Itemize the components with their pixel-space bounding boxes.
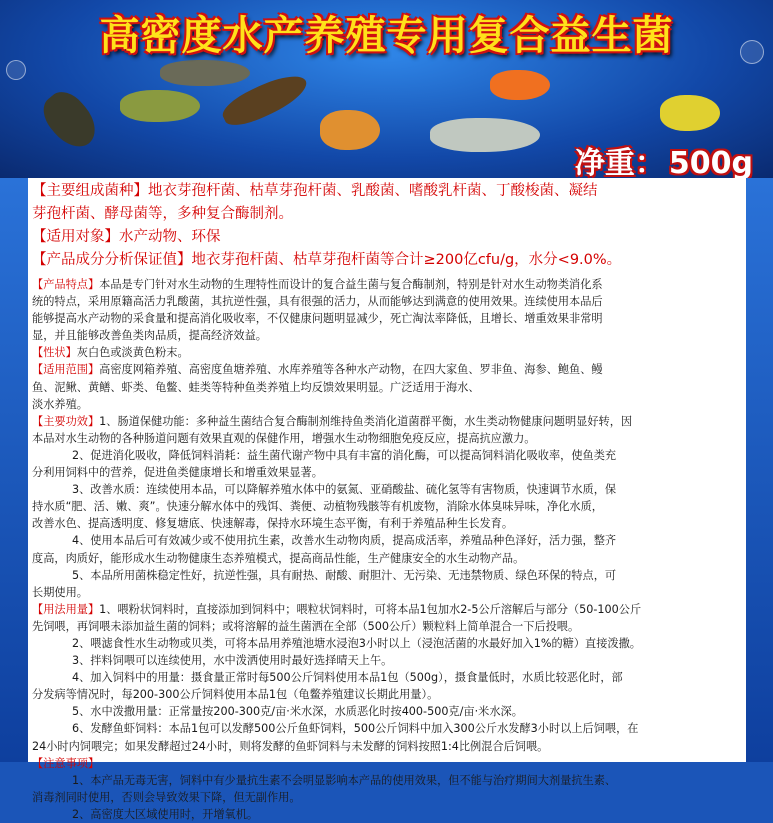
scope-line: 鱼、泥鳅、黄鳝、虾类、龟鳖、蛙类等特种鱼类养殖上均反馈效果明显。广泛适用于海水、 — [32, 380, 480, 394]
fish-illustration — [430, 118, 540, 152]
effects-text: 5、本品所用菌株稳定性好，抗逆性强，具有耐热、耐酸、耐胆汁、无污染、无违禁物质、绿色环保的特点，可 — [72, 568, 617, 582]
effects-line — [32, 447, 772, 464]
scope-text: 高密度网箱养殖、高密度鱼塘养殖、水库养殖等各种水产动物，在四大家鱼、罗非鱼、海参、鲍鱼、鳗 — [99, 363, 603, 377]
features-line: 显，并且能够改善鱼类肉品质，提高经济效益。 — [32, 329, 267, 343]
target-heading: 【适用对象】 — [32, 229, 119, 245]
net-weight — [575, 138, 753, 178]
product-banner — [0, 0, 773, 178]
effects-line — [32, 532, 772, 549]
effects-line: 度高，肉质好，能形成水生动物健康生态养殖模式，提高商品性能，生产健康安全的水生动物产品。 — [32, 551, 525, 565]
scope-line: 淡水养殖。 — [32, 397, 88, 411]
features-line: 统的特点，采用原籍高活力乳酸菌，其抗逆性强，具有很强的活力，从而能够达到满意的使用效果。连续使用本品后 — [32, 295, 603, 309]
ingredients-line: 芽孢杆菌、酵母菌等，多种复合酶制剂。 — [32, 206, 293, 222]
fish-illustration — [120, 90, 200, 122]
effects-heading: 【主要功效】 — [32, 414, 100, 428]
left-border — [0, 178, 28, 762]
bubble-decoration — [6, 60, 26, 80]
notes-line — [32, 806, 772, 823]
traits-heading: 【性状】 — [32, 346, 77, 360]
fish-illustration — [35, 84, 104, 156]
usage-line — [32, 652, 772, 669]
notes-line: 消毒剂同时使用，否则会导致效果下降，但无副作用。 — [32, 790, 301, 804]
effects-text: 4、使用本品后可有效减少或不使用抗生素，改善水生动物肉质，提高成活率，养殖品种色泽好，活力强，整齐 — [72, 534, 617, 548]
traits-line — [32, 344, 772, 361]
guarantee-line — [32, 249, 772, 272]
page-title: 高密度水产养殖专用复合益生菌 — [99, 13, 674, 59]
effects-line — [32, 567, 772, 584]
scope-heading: 【适用范围】 — [32, 363, 100, 377]
effects-line: 改善水色、提高透明度、修复塘底、快速解毒，保持水环境生态平衡，有利于养殖品种生长发育。 — [32, 517, 514, 531]
notes-text: 2、高密度大区域使用时，开增氧机。 — [72, 807, 259, 821]
effects-line: 分利用饲料中的营养，促进鱼类健康增长和增重效果显著。 — [32, 466, 323, 480]
usage-text: 5、水中泼撒用量：正常量按200-300克/亩·米水深，水质恶化时按400-500克/亩·米水深。 — [72, 705, 523, 719]
notes-heading: 【注意事项】 — [32, 756, 100, 770]
guarantee-heading: 【产品成分分析保证值】 — [32, 252, 192, 268]
usage-text: 2、喂滤食性水生动物或贝类，可将本品用养殖池塘水浸泡3小时以上（浸泡活菌的水最好加入1%的糖）直接泼撒。 — [72, 636, 641, 650]
effects-line — [32, 481, 772, 498]
ingredients-text: 地衣芽孢杆菌、枯草芽孢杆菌、乳酸菌、嗜酸乳杆菌、丁酸梭菌、凝结 — [148, 183, 598, 199]
usage-text: 1、喂粉状饲料时，直接添加到饲料中；喂粒状饲料时，可将本品1包加水2-5公斤溶解后与部分（50-100公斤 — [99, 602, 642, 616]
features-heading: 【产品特点】 — [32, 278, 100, 291]
effects-text: 3、改善水质：连续使用本品，可以降解养殖水体中的氨氮、亚硝酸盐、硫化氢等有害物质，快速调节水质，保 — [72, 483, 617, 497]
features-line — [32, 276, 772, 293]
fish-illustration — [320, 110, 380, 150]
notes-line — [32, 772, 772, 789]
product-details — [32, 180, 772, 823]
usage-line — [32, 720, 772, 737]
target-line — [32, 226, 772, 249]
traits-text: 灰白色或淡黄色粉末。 — [76, 346, 189, 360]
fish-illustration — [490, 70, 550, 100]
usage-line — [32, 703, 772, 720]
usage-line: 先饲喂，再饲喂未添加益生菌的饲料；或将溶解的益生菌洒在全部（500公斤）颗粒料上简单混合一下后投喂。 — [32, 619, 580, 633]
scope-line — [32, 361, 772, 378]
effects-text: 1、肠道保健功能：多种益生菌结合复合酶制剂维持鱼类消化道菌群平衡，水生类动物健康问题明显好转，因 — [99, 414, 633, 428]
guarantee-text: 地衣芽孢杆菌、枯草芽孢杆菌等合计≥200亿cfu/g，水分<9.0%。 — [191, 252, 622, 268]
ingredients-heading: 【主要组成菌种】 — [32, 183, 148, 199]
effects-line — [32, 413, 772, 430]
effects-line: 本品对水生动物的各种肠道问题有效果直观的保健作用，增强水生动物细胞免疫反应，提高抗应激力。 — [32, 431, 536, 445]
features-text: 本品是专门针对水生动物的生理特性而设计的复合益生菌与复合酶制剂，特别是针对水生动物类消化系 — [99, 278, 603, 291]
fish-illustration — [160, 60, 250, 86]
usage-line: 分发病等情况时，每200-300公斤饲料使用本品1包（龟鳖养殖建议长期此用量）。 — [32, 688, 439, 702]
notes-text: 1、本产品无毒无害，饲料中有少量抗生素不会明显影响本产品的使用效果，但不能与治疗期间大剂量抗生素、 — [72, 773, 617, 787]
effects-line: 长期使用。 — [32, 585, 88, 599]
usage-line: 24小时内饲喂完；如果发酵超过24小时，则将发酵的鱼虾饲料与未发酵的饲料按照1:4比例混合后饲喂。 — [32, 739, 549, 753]
usage-line — [32, 601, 772, 618]
ingredients-line — [32, 180, 772, 203]
effects-line: 持水质“肥、活、嫩、爽”。快速分解水体中的残饵、粪便、动植物残骸等有机废物，消除水体臭味异味，净化水质， — [32, 500, 603, 514]
effects-text: 2、促进消化吸收，降低饲料消耗：益生菌代谢产物中具有丰富的消化酶，可以提高饲料消化吸收率，使鱼类充 — [72, 448, 617, 462]
usage-line — [32, 669, 772, 686]
usage-heading: 【用法用量】 — [32, 602, 100, 616]
net-weight-label: 净重： — [574, 146, 665, 178]
features-line: 能够提高水产动物的采食量和提高消化吸收率，不仅健康问题明显减少，死亡淘汰率降低，且增长、增重效果非常明 — [32, 312, 603, 326]
usage-text: 6、发酵鱼虾饲料：本品1包可以发酵500公斤鱼虾饲料，500公斤饲料中加入300公斤水发酵3小时以上后饲喂，在 — [72, 722, 639, 736]
usage-text: 4、加入饲料中的用量：摄食量正常时每500公斤饲料使用本品1包（500g），摄食量低时，水质比较恶化时，部 — [72, 671, 623, 685]
target-text: 水产动物、环保 — [119, 229, 221, 245]
usage-text: 3、拌料饲喂可以连续使用，水中泼洒使用时最好选择晴天上午。 — [72, 654, 393, 668]
usage-line — [32, 635, 772, 652]
fish-illustration — [660, 95, 720, 131]
net-weight-value: 500g — [668, 146, 753, 178]
notes-line — [32, 755, 772, 772]
